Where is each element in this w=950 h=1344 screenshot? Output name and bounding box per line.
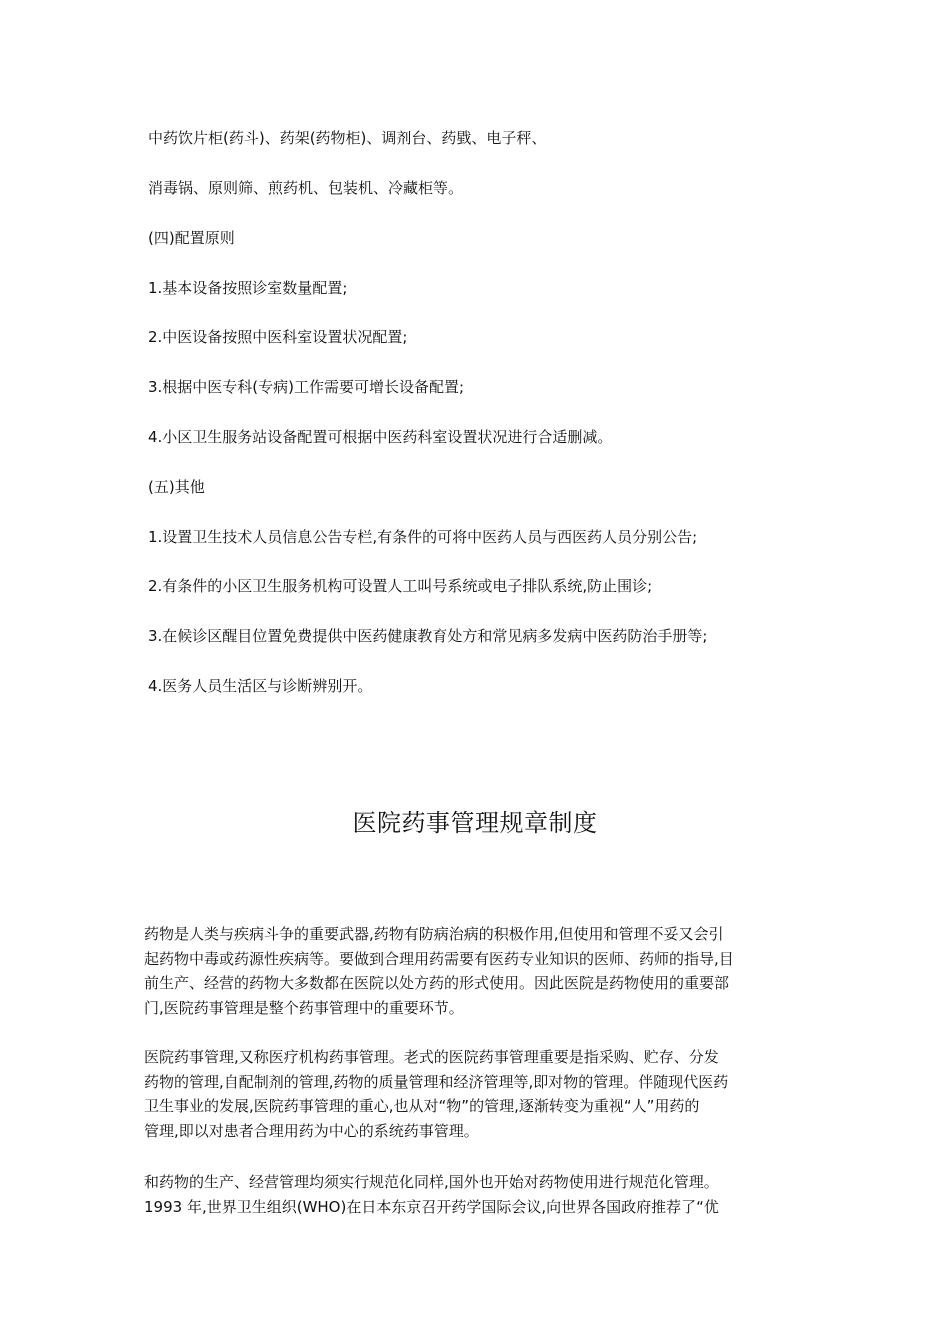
text-line: 中药饮片柜(药斗)、药架(药物柜)、调剂台、药戥、电子秤、 (148, 129, 547, 147)
list-item: 1.基本设备按照诊室数量配置; (148, 279, 348, 297)
text-line: 消毒锅、原则筛、煎药机、包装机、冷藏柜等。 (148, 179, 464, 197)
paragraph (144, 1170, 830, 1219)
paragraph-line: 和药物的生产、经营管理均须实行规范化同样,国外也开始对药物使用进行规范化管理。 (144, 1173, 719, 1191)
list-item: 3.在候诊区醒目位置免费提供中医药健康教育处方和常见病多发病中医药防治手册等; (148, 627, 708, 645)
paragraph-line: 药物是人类与疾病斗争的重要武器,药物有防病治病的积极作用,但使用和管理不妥又会引 (144, 925, 724, 943)
paragraph-line: 卫生事业的发展,医院药事管理的重心,也从对“物”的管理,逐渐转变为重视“人”用药的 (144, 1097, 700, 1115)
section-heading-other: (五)其他 (148, 478, 205, 496)
list-item: 4.小区卫生服务站设备配置可根据中医药科室设置状况进行合适删减。 (148, 428, 613, 446)
list-item: 4.医务人员生活区与诊断辨别开。 (148, 677, 373, 695)
paragraph-line: 药物的管理,自配制剂的管理,药物的质量管理和经济管理等,即对物的管理。伴随现代医药 (144, 1072, 729, 1091)
list-item: 2.中医设备按照中医科室设置状况配置; (148, 328, 408, 346)
list-item: 3.根据中医专科(专病)工作需要可增长设备配置; (148, 378, 465, 396)
list-item: 1.设置卫生技术人员信息公告专栏,有条件的可将中医药人员与西医药人员分别公告; (148, 528, 698, 546)
paragraph-line: 医院药事管理,又称医疗机构药事管理。老式的医院药事管理重要是指采购、贮存、分发 (144, 1048, 719, 1066)
paragraph-line: 1993 年,世界卫生组织(WHO)在日本东京召开药学国际会议,向世界各国政府推荐了“优 (144, 1197, 719, 1216)
paragraph-line: 前生产、经营的药物大多数都在医院以处方药的形式使用。因此医院是药物使用的重要部 (144, 974, 730, 992)
paragraph (144, 922, 830, 1020)
paragraph-line: 门,医院药事管理是整个药事管理中的重要环节。 (144, 998, 464, 1017)
section-heading-config-principles: (四)配置原则 (148, 229, 235, 247)
section-title: 医院药事管理规章制度 (352, 809, 598, 837)
paragraph (144, 1045, 830, 1143)
paragraph-line: 起药物中毒或药源性疾病等。要做到合理用药需要有医药专业知识的医师、药师的指导,目 (144, 949, 734, 968)
paragraph-line: 管理,即以对患者合理用药为中心的系统药事管理。 (144, 1121, 479, 1140)
list-item: 2.有条件的小区卫生服务机构可设置人工叫号系统或电子排队系统,防止围诊; (148, 577, 653, 595)
